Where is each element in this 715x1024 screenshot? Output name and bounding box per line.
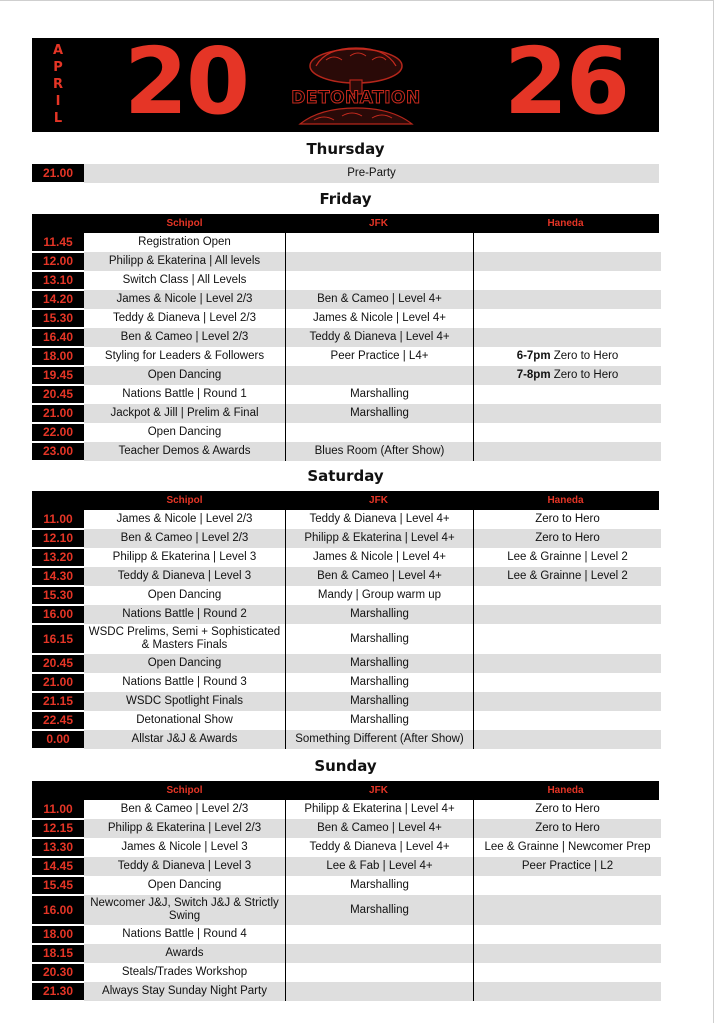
cell-jfk: Blues Room (After Show) (286, 442, 474, 461)
cell-haneda (474, 711, 662, 730)
cell-haneda: Zero to Hero (474, 819, 662, 838)
cell-haneda: Lee & Grainne | Level 2 (474, 567, 662, 586)
time-cell: 15.30 (32, 586, 84, 605)
table-row (32, 944, 661, 963)
time-cell: 15.30 (32, 309, 84, 328)
cell-jfk: Peer Practice | L4+ (286, 347, 474, 366)
time-cell: 16.00 (32, 895, 84, 925)
table-row (32, 730, 661, 749)
sunday-schedule (32, 800, 661, 1002)
cell-jfk: Mandy | Group warm up (286, 586, 474, 605)
cell-haneda: Zero to Hero (474, 529, 662, 548)
cell-jfk: Teddy & Dianeva | Level 4+ (286, 328, 474, 347)
table-row (32, 366, 661, 385)
cell-schipol: Open Dancing (84, 654, 286, 673)
time-cell: 13.20 (32, 548, 84, 567)
time-cell: 11.00 (32, 510, 84, 529)
cell-haneda: Peer Practice | L2 (474, 857, 662, 876)
day-title-friday: Friday (319, 190, 372, 208)
cell-schipol: Nations Battle | Round 1 (84, 385, 286, 404)
cell-haneda: Zero to Hero (474, 510, 662, 529)
cell-jfk: Teddy & Dianeva | Level 4+ (286, 510, 474, 529)
cell-haneda (474, 442, 662, 461)
cell-haneda (474, 586, 662, 605)
cell-haneda (474, 385, 662, 404)
cell-jfk: James & Nicole | Level 4+ (286, 548, 474, 567)
time-cell: 21.00 (32, 673, 84, 692)
cell-schipol: Open Dancing (84, 423, 286, 442)
cell-schipol: WSDC Spotlight Finals (84, 692, 286, 711)
cell-haneda (474, 963, 662, 982)
time-cell: 16.40 (32, 328, 84, 347)
column-header-haneda: Haneda (547, 218, 584, 229)
cell-haneda (474, 673, 662, 692)
table-row (32, 605, 661, 624)
table-row (32, 692, 661, 711)
cell-schipol: Ben & Cameo | Level 2/3 (84, 800, 286, 819)
time-cell: 13.10 (32, 271, 84, 290)
time-cell: 18.00 (32, 347, 84, 366)
table-row (32, 925, 661, 944)
time-cell: 22.45 (32, 711, 84, 730)
cell-jfk (286, 925, 474, 944)
month-letter: P (53, 60, 63, 75)
cell-jfk: Marshalling (286, 711, 474, 730)
cell-schipol: Nations Battle | Round 3 (84, 673, 286, 692)
cell-jfk: Marshalling (286, 404, 474, 423)
cell-haneda (474, 895, 662, 925)
time-range: 7-8pm (516, 369, 551, 381)
column-header-schipol: Schipol (166, 218, 203, 229)
cell-schipol: Nations Battle | Round 4 (84, 925, 286, 944)
time-cell: 19.45 (32, 366, 84, 385)
column-header (32, 491, 659, 510)
cell-haneda (474, 252, 662, 271)
cell-haneda (474, 233, 662, 252)
cell-schipol: WSDC Prelims, Semi + Sophisticated & Masters Finals (84, 624, 286, 654)
table-row (32, 624, 661, 654)
cell-jfk: Marshalling (286, 895, 474, 925)
table-row (32, 800, 661, 819)
cell-jfk: Teddy & Dianeva | Level 4+ (286, 838, 474, 857)
cell-jfk (286, 233, 474, 252)
cell-schipol: Philipp & Ekaterina | Level 2/3 (84, 819, 286, 838)
cell-jfk (286, 423, 474, 442)
table-row (32, 876, 661, 895)
time-cell: 14.45 (32, 857, 84, 876)
table-row (32, 982, 661, 1001)
column-header (32, 781, 659, 800)
cell-haneda (474, 290, 662, 309)
column-header-jfk: JFK (369, 218, 388, 229)
table-row (32, 404, 661, 423)
table-row (32, 271, 661, 290)
cell-haneda: Lee & Grainne | Level 2 (474, 548, 662, 567)
cell-schipol: Ben & Cameo | Level 2/3 (84, 529, 286, 548)
time-cell: 14.30 (32, 567, 84, 586)
detonation-logo (280, 44, 432, 128)
cell-schipol: Teddy & Dianeva | Level 3 (84, 567, 286, 586)
friday-schedule (32, 233, 661, 462)
cell-schipol: Newcomer J&J, Switch J&J & Strictly Swing (84, 895, 286, 925)
mushroom-cloud-icon (280, 44, 432, 128)
cell-schipol: James & Nicole | Level 2/3 (84, 510, 286, 529)
time-cell: 21.00 (32, 404, 84, 423)
cell-jfk (286, 982, 474, 1001)
column-header-haneda: Haneda (547, 785, 584, 796)
time-cell: 11.45 (32, 233, 84, 252)
cell-jfk: Something Different (After Show) (286, 730, 474, 749)
cell-haneda (474, 876, 662, 895)
cell-haneda (474, 925, 662, 944)
cell-jfk: Marshalling (286, 692, 474, 711)
cell-schipol: Switch Class | All Levels (84, 271, 286, 290)
table-row (32, 711, 661, 730)
thursday-schedule (32, 164, 659, 184)
logo-text: DETONATION (291, 88, 421, 108)
cell-schipol: Detonational Show (84, 711, 286, 730)
column-header-schipol: Schipol (166, 495, 203, 506)
month-letter: L (53, 111, 63, 126)
cell-jfk: Marshalling (286, 673, 474, 692)
cell-haneda: Lee & Grainne | Newcomer Prep (474, 838, 662, 857)
cell-jfk (286, 366, 474, 385)
cell-schipol: Jackpot & Jill | Prelim & Final (84, 404, 286, 423)
time-cell: 16.00 (32, 605, 84, 624)
table-row (32, 309, 661, 328)
cell-jfk (286, 944, 474, 963)
table-row (32, 548, 661, 567)
session-label: Zero to Hero (550, 369, 619, 381)
table-row (32, 233, 661, 252)
table-row (32, 347, 661, 366)
time-cell: 22.00 (32, 423, 84, 442)
cell-jfk (286, 271, 474, 290)
cell-haneda (474, 328, 662, 347)
day-title-saturday: Saturday (307, 467, 384, 485)
cell-jfk: Marshalling (286, 876, 474, 895)
cell-haneda (474, 730, 662, 749)
table-row (32, 963, 661, 982)
cell-jfk (286, 963, 474, 982)
time-range: 6-7pm (516, 350, 551, 362)
month-letter: R (52, 77, 63, 92)
month-letter: I (55, 94, 61, 109)
saturday-schedule (32, 510, 661, 750)
cell-haneda (474, 624, 662, 654)
cell-schipol: Teddy & Dianeva | Level 3 (84, 857, 286, 876)
cell-schipol: Ben & Cameo | Level 2/3 (84, 328, 286, 347)
cell-haneda (474, 366, 662, 385)
cell-haneda (474, 271, 662, 290)
cell-jfk: Ben & Cameo | Level 4+ (286, 290, 474, 309)
table-row (32, 510, 661, 529)
cell-haneda (474, 423, 662, 442)
cell-schipol: Teddy & Dianeva | Level 2/3 (84, 309, 286, 328)
cell-jfk: Ben & Cameo | Level 4+ (286, 819, 474, 838)
cell-haneda (474, 309, 662, 328)
table-row (32, 567, 661, 586)
cell-schipol: Steals/Trades Workshop (84, 963, 286, 982)
time-cell: 11.00 (32, 800, 84, 819)
cell-schipol: Open Dancing (84, 876, 286, 895)
time-cell: 12.10 (32, 529, 84, 548)
time-cell: 23.00 (32, 442, 84, 461)
column-header (32, 214, 659, 233)
cell-haneda (474, 982, 662, 1001)
cell-schipol: Open Dancing (84, 586, 286, 605)
column-header-jfk: JFK (369, 495, 388, 506)
cell-jfk: Ben & Cameo | Level 4+ (286, 567, 474, 586)
cell-schipol: Allstar J&J & Awards (84, 730, 286, 749)
column-header-haneda: Haneda (547, 495, 584, 506)
cell-schipol: Always Stay Sunday Night Party (84, 982, 286, 1001)
cell-jfk: Marshalling (286, 605, 474, 624)
table-row (32, 529, 661, 548)
day-title-thursday: Thursday (306, 140, 385, 158)
time-cell: 21.30 (32, 982, 84, 1001)
cell-jfk: James & Nicole | Level 4+ (286, 309, 474, 328)
month-letter: A (52, 43, 64, 58)
end-day: 26 (504, 28, 629, 135)
table-row (32, 252, 661, 271)
cell-jfk: Philipp & Ekaterina | Level 4+ (286, 529, 474, 548)
table-row (32, 423, 661, 442)
cell-jfk: Marshalling (286, 654, 474, 673)
table-row (32, 895, 661, 925)
month-label (48, 42, 68, 127)
time-cell: 21.00 (32, 164, 84, 183)
table-row (32, 328, 661, 347)
cell-haneda (474, 347, 662, 366)
time-cell: 20.30 (32, 963, 84, 982)
cell-schipol: Philipp & Ekaterina | All levels (84, 252, 286, 271)
cell-haneda: Zero to Hero (474, 800, 662, 819)
table-row (32, 385, 661, 404)
time-cell: 20.45 (32, 385, 84, 404)
cell-haneda (474, 944, 662, 963)
start-day: 20 (124, 28, 249, 135)
time-cell: 15.45 (32, 876, 84, 895)
cell-jfk: Philipp & Ekaterina | Level 4+ (286, 800, 474, 819)
time-cell: 21.15 (32, 692, 84, 711)
time-cell: 13.30 (32, 838, 84, 857)
time-cell: 14.20 (32, 290, 84, 309)
cell-haneda (474, 605, 662, 624)
cell-schipol: Styling for Leaders & Followers (84, 347, 286, 366)
cell-schipol: Philipp & Ekaterina | Level 3 (84, 548, 286, 567)
cell-schipol: Teacher Demos & Awards (84, 442, 286, 461)
cell-schipol: Nations Battle | Round 2 (84, 605, 286, 624)
time-cell: 0.00 (32, 730, 84, 749)
cell-jfk: Marshalling (286, 624, 474, 654)
event-cell: Pre-Party (84, 164, 659, 183)
cell-schipol: Open Dancing (84, 366, 286, 385)
table-row (32, 586, 661, 605)
table-row (32, 442, 661, 461)
column-header-jfk: JFK (369, 785, 388, 796)
table-row (32, 164, 659, 183)
time-cell: 12.00 (32, 252, 84, 271)
event-banner (32, 28, 659, 135)
table-row (32, 290, 661, 309)
table-row (32, 838, 661, 857)
day-title-sunday: Sunday (314, 757, 377, 775)
cell-jfk: Marshalling (286, 385, 474, 404)
cell-jfk: Lee & Fab | Level 4+ (286, 857, 474, 876)
cell-schipol: Registration Open (84, 233, 286, 252)
table-row (32, 819, 661, 838)
time-cell: 12.15 (32, 819, 84, 838)
time-cell: 16.15 (32, 624, 84, 654)
cell-haneda (474, 654, 662, 673)
time-cell: 18.15 (32, 944, 84, 963)
cell-jfk (286, 252, 474, 271)
cell-schipol: James & Nicole | Level 3 (84, 838, 286, 857)
cell-schipol: James & Nicole | Level 2/3 (84, 290, 286, 309)
cell-haneda (474, 692, 662, 711)
cell-schipol: Awards (84, 944, 286, 963)
time-cell: 18.00 (32, 925, 84, 944)
session-label: Zero to Hero (550, 350, 619, 362)
column-header-schipol: Schipol (166, 785, 203, 796)
table-row (32, 857, 661, 876)
time-cell: 20.45 (32, 654, 84, 673)
table-row (32, 654, 661, 673)
cell-haneda (474, 404, 662, 423)
table-row (32, 673, 661, 692)
